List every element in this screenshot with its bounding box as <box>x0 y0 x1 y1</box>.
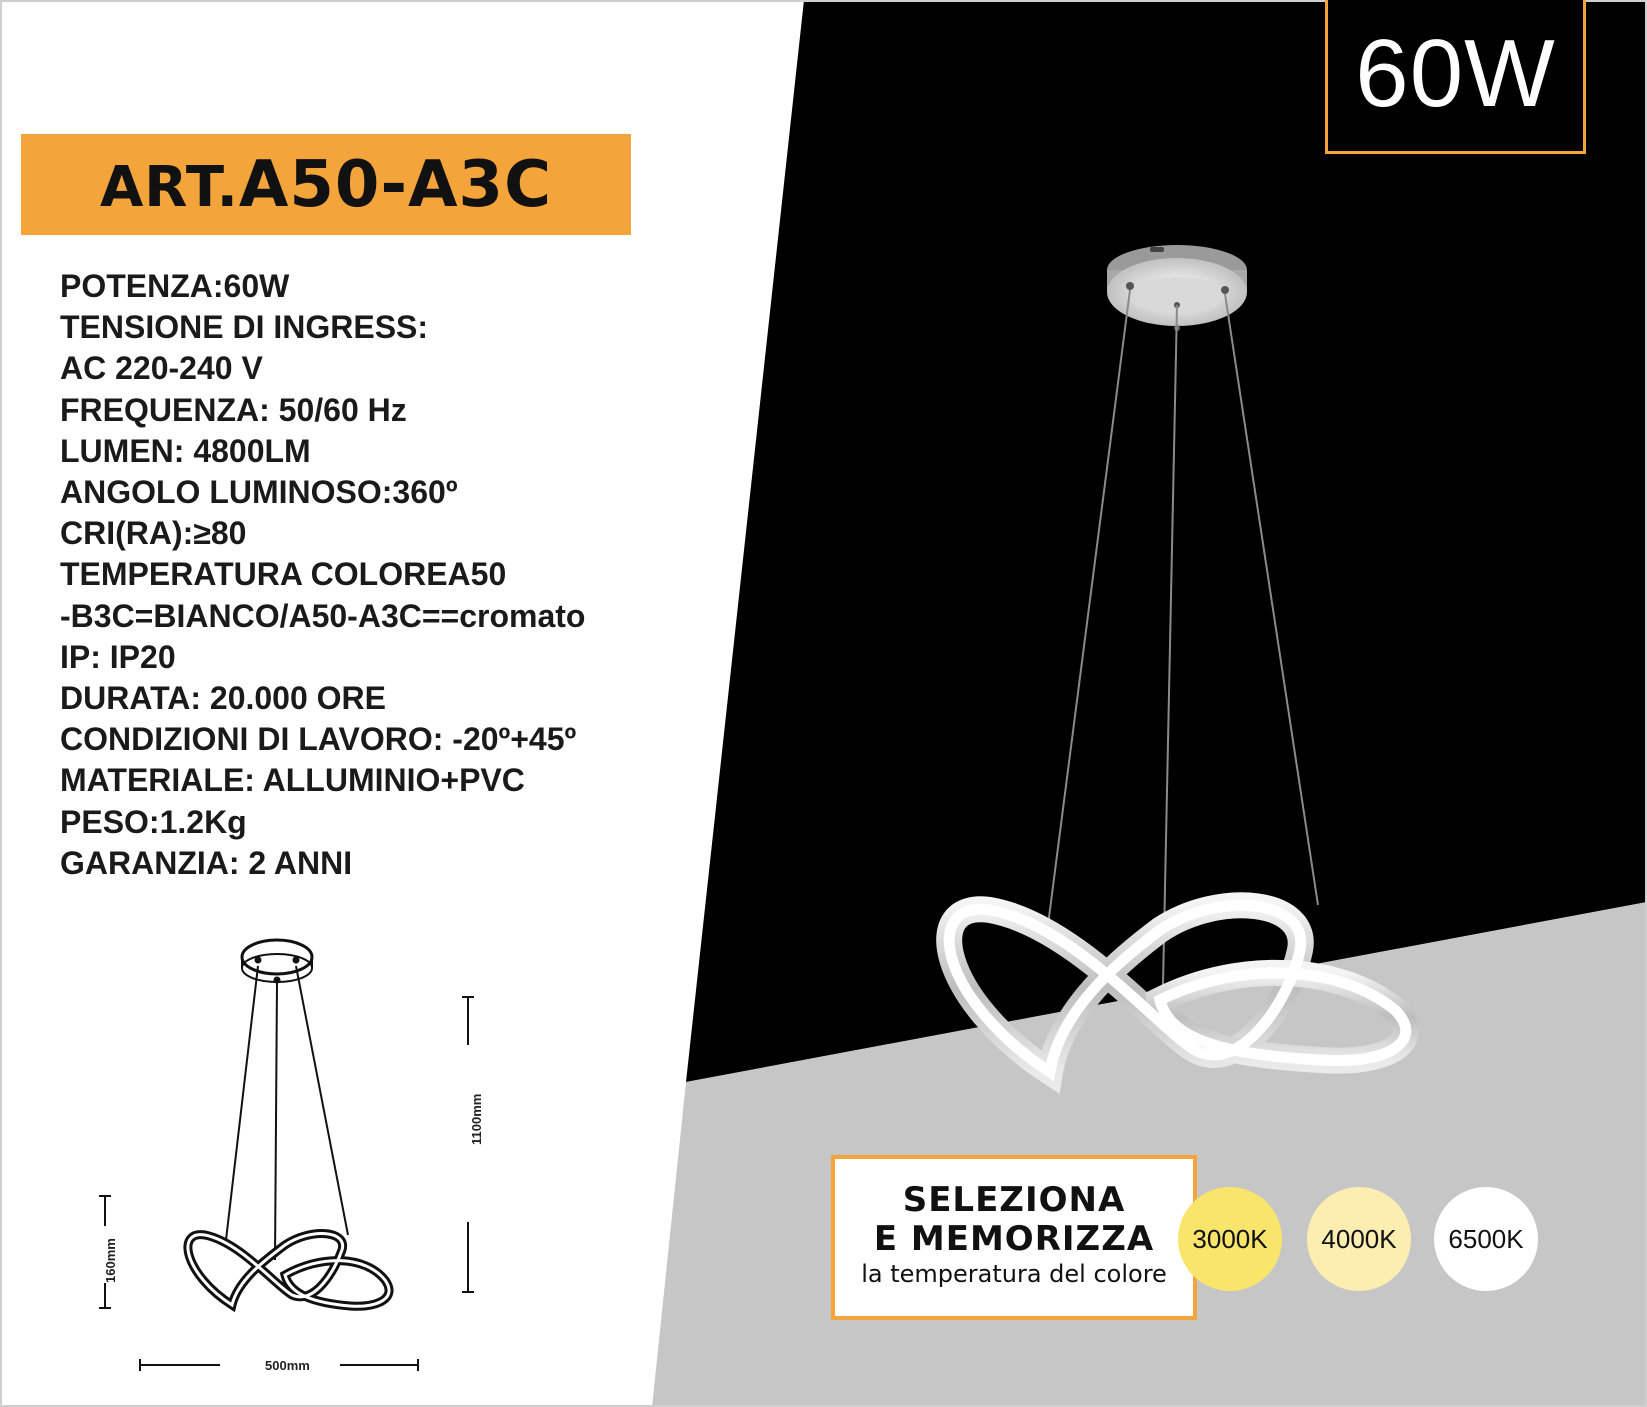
dimension-ring-height-label: 160mm <box>103 1238 118 1283</box>
spec-line: PESO:1.2Kg <box>60 803 247 840</box>
spec-line: CRI(RA):≥80 <box>60 515 247 552</box>
spec-line: CONDIZIONI DI LAVORO: -20º+45º <box>60 721 577 758</box>
technical-drawing <box>99 940 474 1371</box>
select-caption: la temperatura del colore <box>861 1260 1167 1288</box>
spec-line: GARANZIA: 2 ANNI <box>60 844 353 881</box>
article-prefix: ART. <box>99 154 239 220</box>
spec-line: IP: IP20 <box>60 638 176 675</box>
spec-line: MATERIALE: ALLUMINIO+PVC <box>60 762 525 799</box>
spec-line: -B3C=BIANCO/A50-A3C==cromato <box>60 597 586 634</box>
article-banner <box>21 134 631 235</box>
article-title <box>100 148 552 222</box>
wattage-badge <box>1325 0 1586 154</box>
spec-line: AC 220-240 V <box>60 350 263 387</box>
article-code: A50-A3C <box>238 147 553 222</box>
color-select-box <box>831 1155 1197 1320</box>
wattage-label: 60W <box>1355 20 1556 127</box>
spec-line: TEMPERATURA COLOREA50 <box>60 556 507 593</box>
temp-badge-4000k: 4000K <box>1307 1187 1411 1291</box>
dimension-total-height-label: 1100mm <box>469 1093 484 1145</box>
spec-line: LUMEN: 4800LM <box>60 432 311 469</box>
spec-line: DURATA: 20.000 ORE <box>60 680 386 717</box>
temp-badge-6500k: 6500K <box>1434 1187 1538 1291</box>
spec-list <box>60 266 680 884</box>
spec-line: ANGOLO LUMINOSO:360º <box>60 474 458 511</box>
select-heading: SELEZIONA <box>902 1180 1126 1220</box>
spec-line: POTENZA:60W <box>60 268 290 304</box>
spec-line: TENSIONE DI INGRESS: <box>60 309 429 346</box>
dimension-width-label: 500mm <box>265 1358 310 1373</box>
spec-line: FREQUENZA: 50/60 Hz <box>60 391 407 428</box>
temp-badge-3000k: 3000K <box>1178 1187 1282 1291</box>
select-subheading: E MEMORIZZA <box>873 1219 1155 1259</box>
